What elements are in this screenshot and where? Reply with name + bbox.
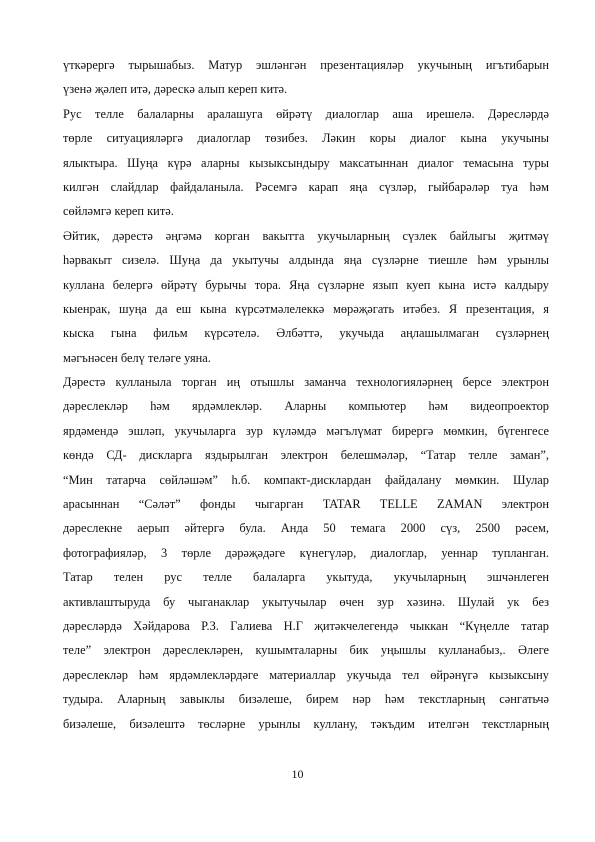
text-line: үзенә җәлеп итә, дәрескә алып кереп китә. bbox=[63, 82, 288, 97]
text-line: килгән слайдлар файдаланыла. Рәсемгә карап яңа сүзләр, гыйбарәләр туа һәм bbox=[63, 179, 549, 194]
text-line: арасыннан “Сәләт” фонды чыгарган TATAR TELLE ZAMAN электрон bbox=[63, 497, 549, 512]
text-line: кыска гына фильм күрсәтелә. Әлбәттә, укучыда аңлашылмаган сүзләрнең bbox=[63, 326, 549, 341]
text-line: Татар телен рус телле балаларга укытуда, укучыларның эшчәнлеген bbox=[63, 570, 549, 585]
text-line: һәрвакыт сизелә. Шуңа да укытучы алдында яңа сүзләрне тиешле һәм урынлы bbox=[63, 253, 549, 268]
text-line: Дәрестә кулланыла торган иң отышлы заманча технологияләрнең берсе электрон bbox=[63, 375, 549, 390]
text-line: кыенрак, шуңа да еш кына күрсәтмәлелеккә мөрәҗәгать итәбез. Я презентация, я bbox=[63, 301, 549, 316]
text-line: сөйләмгә кереп китә. bbox=[63, 204, 174, 219]
text-line: кулланa белергә өйрәтү бурычы тора. Яңа сүзләрне язып куеп кына истә калдыру bbox=[63, 277, 549, 292]
text-line: теле” электрон дәреслекләрен, кушымталарны бик уңышлы кулланабыз,. Әлеге bbox=[63, 643, 549, 658]
text-line: дәреслекләр һәм ярдәмлекләр. Аларны компьютер һәм видеопроектор bbox=[63, 399, 549, 414]
text-line: ялыктыра. Шуңа күрә аларны кызыксындыру максатыннан диалог темасына туры bbox=[63, 155, 549, 170]
text-line: Әйтик, дәрестә әңгәмә корган вакытта укучыларның сүзлек байлыгы җитмәү bbox=[63, 228, 549, 243]
text-line: бизәлеше, бизәлештә төсләрне урынлы куллану, тәкъдим ителгән текстларның bbox=[63, 716, 549, 731]
text-line: дәресләрдә Хәйдарова Р.З. Галиева Н.Г җитәкчелегендә чыккан “Күңелле татар bbox=[63, 618, 549, 633]
text-line: активлаштыруда бу чыганаклар укытучылар өчен зур хәзинә. Шулай ук без bbox=[63, 594, 549, 609]
text-line: ярдәмендә эшләп, укучыларга зур күләмдә мәгълүмат бирергә мөмкин, бүгенгесе bbox=[63, 423, 549, 438]
text-line: үткәрергә тырышабыз. Матур эшләнгән презентацияләр укучының игътибарын bbox=[63, 58, 549, 72]
text-line: дәреслекләр һәм ярдәмлекләрдәге материаллар укучыда тел өйрәнүгә кызыксыну bbox=[63, 667, 549, 682]
body-text bbox=[63, 53, 549, 736]
text-line: мәгънәсен белү теләге уяна. bbox=[63, 350, 211, 365]
text-line: “Мин татарча сөйләшәм” һ.б. компакт-дисклардан файдалану мөмкин. Шулар bbox=[63, 472, 549, 487]
text-line: Рус телле балаларны аралашуга өйрәтү диалоглар аша ирешелә. Дәресләрдә bbox=[63, 106, 549, 121]
text-line: фотографияләр, 3 төрле дәрәҗәдәге күнегүләр, диалоглар, уеннар тупланган. bbox=[63, 545, 549, 560]
text-line: көндә СД- дискларга яздырылган электрон белешмәләр, “Татар телле заман”, bbox=[63, 448, 549, 463]
text-line: тудыра. Аларның завыклы бизәлеше, бирем нәр һәм текстларның сәнгатьчә bbox=[63, 692, 549, 707]
text-line: төрле ситуацияләргә диалоглар төзибез. Ләкин коры диалог кына укучыны bbox=[63, 131, 549, 146]
page-number: 10 bbox=[291, 767, 304, 781]
text-line: дәреслекне аерып әйтергә була. Анда 50 темага 2000 сүз, 2500 рәсем, bbox=[63, 521, 549, 536]
